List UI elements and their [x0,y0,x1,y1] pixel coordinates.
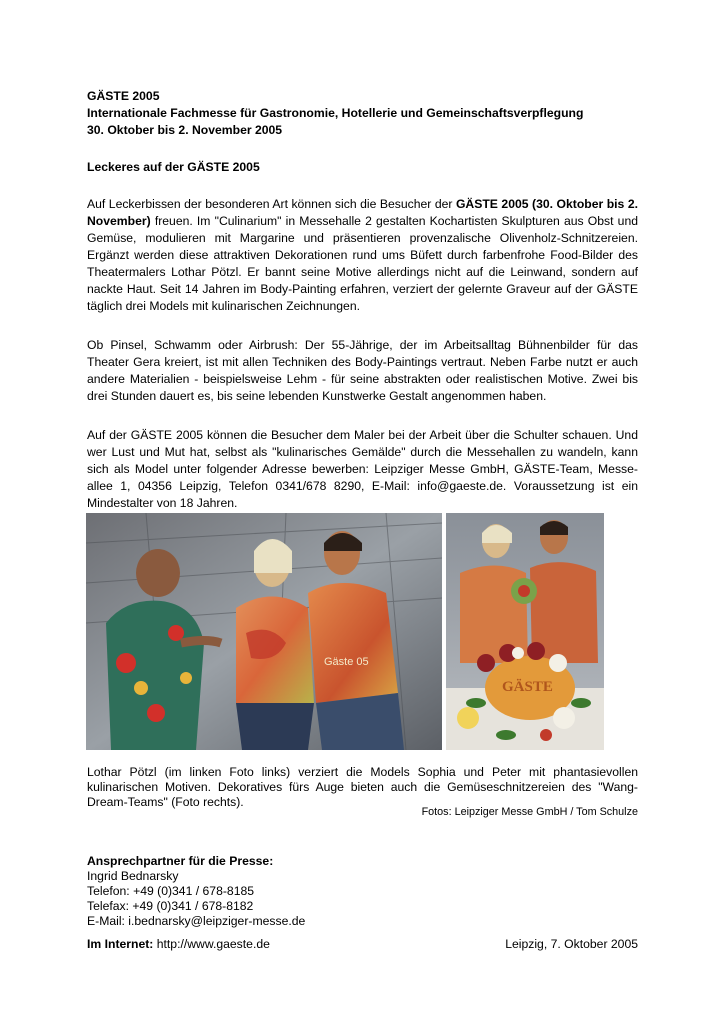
contact-name: Ingrid Bednarsky [87,869,179,883]
press-contact-label: Ansprechpartner für die Presse: [87,854,274,868]
body-paint-text: Gäste 05 [324,656,369,668]
contact-fax: Telefax: +49 (0)341 / 678-8182 [87,899,254,913]
paragraph-1-bold: GÄSTE 2005 (30. Oktober bis 2. November) [87,197,638,228]
paragraph-1 [87,196,638,315]
photo-caption: Lothar Pötzl (im linken Foto links) verziert die Models Sophia und Peter mit phantasievollen kulinarischen Motiven. Dekoratives fürs Auge bieten auch die Gemüseschnitzereien des "Wang-Dream-Teams" (Foto rechts). [87,765,638,809]
pumpkin-carving-text: GÄSTE [502,679,553,695]
header-block [87,88,638,139]
internet-block [87,937,270,951]
footer [87,937,638,952]
photo-row [86,513,606,750]
press-contact [87,854,305,929]
paragraph-1-text-b: freuen. Im "Culinarium" in Messehalle 2 gestalten Kochartisten Skulpturen aus Obst und Gemüse, modulieren mit Margarine und präsentieren provenzalische Olivenholz-Schnitzereien. Ergänzt werden diese attraktiven Dekorationen rund ums Büfett durch farbenfrohe Food-Bilder des Theatermalers Lothar Pötzl. Er bannt seine Motive allerdings nicht auf die Leinwand, sondern auf nackte Haut. Seit 14 Jahren im Body-Painting erfahren, verziert der gelernte Graveur auf der GÄSTE täglich drei Models mit kulinarischen Zeichnungen. [87,214,638,313]
paragraph-3: Auf der GÄSTE 2005 können die Besucher dem Maler bei der Arbeit über die Schulter schauen. Und wer Lust und Mut hat, selbst als "kulinarisches Gemälde" durch die Messehallen zu wandeln, kann sich als Model unter folgender Adresse bewerben: Leipziger Messe GmbH, GÄSTE-Team, Messe-allee 1, 04356 Leipzig, Telefon 0341/678 8290, E-Mail: info@gaeste.de. Voraussetzung ist ein Mindestalter von 18 Jahren. [87,428,638,510]
internet-url[interactable]: http://www.gaeste.de [153,937,270,951]
event-dates: 30. Oktober bis 2. November 2005 [87,123,283,137]
contact-phone: Telefon: +49 (0)341 / 678-8185 [87,884,255,898]
event-name: GÄSTE 2005 [87,89,160,103]
internet-label: Im Internet: [87,937,154,951]
paragraph-2: Ob Pinsel, Schwamm oder Airbrush: Der 55-Jährige, der im Arbeitsalltag Bühnenbilder für das Theater Gera kreiert, ist mit allen Techniken des Body-Paintings vertraut. Neben Farbe nutzt er auch andere Materialien - beispielsweise Lehm - für seine abstrakten oder realistischen Motive. Zwei bis drei Stunden dauert es, bis seine lebenden Kunstwerke Gestalt angenommen haben. [87,338,638,403]
paragraph-1-text-a: Auf Leckerbissen der besonderen Art können sich die Besucher der [87,197,456,211]
place-date: Leipzig, 7. Oktober 2005 [505,937,638,951]
contact-email: E-Mail: i.bednarsky@leipziger-messe.de [87,914,306,928]
article-title: Leckeres auf der GÄSTE 2005 [87,160,260,174]
press-release-body [87,88,638,512]
event-description: Internationale Fachmesse für Gastronomie, Hotellerie und Gemeinschaftsverpflegung [87,106,584,120]
photo-body-painting [86,513,442,750]
photo-credit: Fotos: Leipziger Messe GmbH / Tom Schulze [421,806,638,818]
photo-vegetable-carving [446,513,604,750]
